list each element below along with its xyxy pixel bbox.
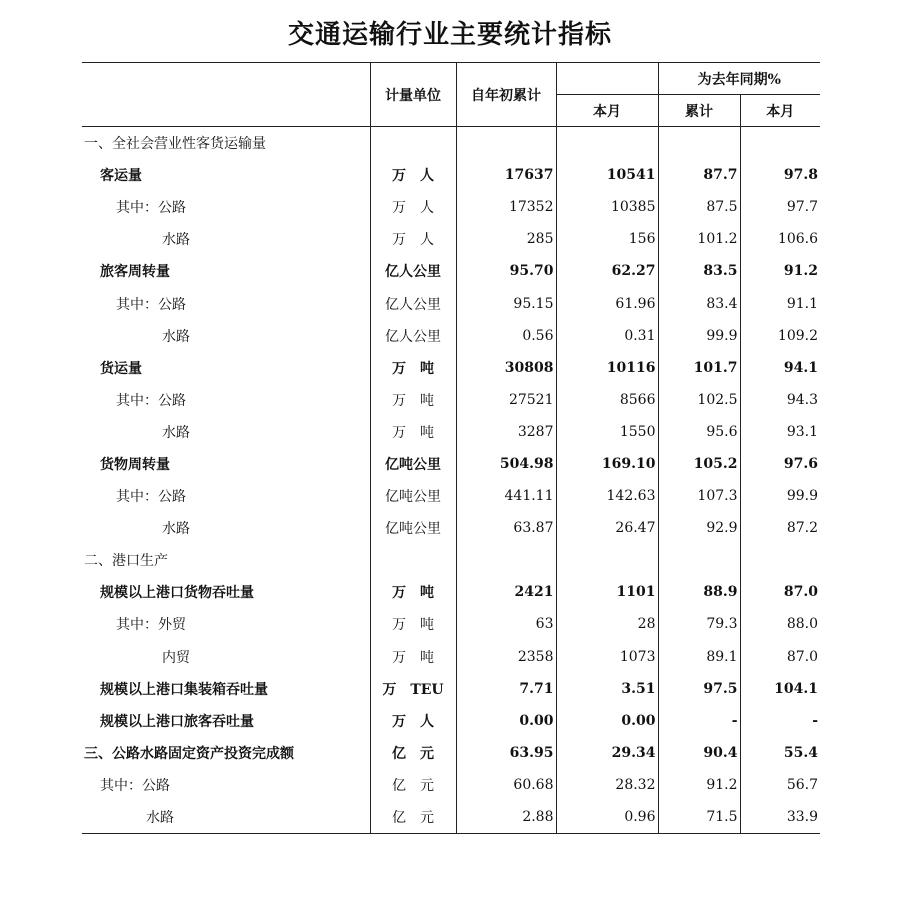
table-row xyxy=(82,512,820,544)
row-label: 水路 xyxy=(162,328,190,345)
row-label: 其中：公路 xyxy=(116,489,186,506)
row-month-value: 0.96 xyxy=(556,801,658,834)
row-yoy-cumulative: 88.9 xyxy=(658,576,740,608)
row-label: 水路 xyxy=(162,232,190,249)
row-label: 旅客周转量 xyxy=(100,264,170,281)
table-row xyxy=(82,737,820,769)
row-ytd-value: 27521 xyxy=(456,384,556,416)
table-row xyxy=(82,159,820,191)
row-label: 水路 xyxy=(162,424,190,441)
row-yoy-cumulative: 71.5 xyxy=(658,801,740,834)
row-yoy-cumulative: 90.4 xyxy=(658,737,740,769)
row-month-value: 10116 xyxy=(556,352,658,384)
row-month-value: 61.96 xyxy=(556,287,658,319)
row-month-value: 1101 xyxy=(556,576,658,608)
row-yoy-month: 33.9 xyxy=(740,801,820,834)
row-yoy-cumulative: 107.3 xyxy=(658,480,740,512)
row-ytd-value: 63.95 xyxy=(456,737,556,769)
row-yoy-month: 97.7 xyxy=(740,191,820,223)
row-ytd-value: 95.70 xyxy=(456,255,556,287)
row-month-value: 28.32 xyxy=(556,769,658,801)
row-ytd-value: 60.68 xyxy=(456,769,556,801)
row-month-value: 28 xyxy=(556,608,658,640)
row-yoy-cumulative: 101.2 xyxy=(658,223,740,255)
table-row xyxy=(82,608,820,640)
row-yoy-month: 106.6 xyxy=(740,223,820,255)
header-yoy-month: 本月 xyxy=(740,95,820,127)
row-unit: 万 吨 xyxy=(370,641,456,673)
row-ytd-value: 63 xyxy=(456,608,556,640)
row-yoy-cumulative: - xyxy=(658,705,740,737)
row-yoy-cumulative: 87.7 xyxy=(658,159,740,191)
row-ytd-value: 0.00 xyxy=(456,705,556,737)
row-label: 规模以上港口集装箱吞吐量 xyxy=(100,681,268,698)
table-row xyxy=(82,223,820,255)
row-unit: 万 TEU xyxy=(370,673,456,705)
row-yoy-cumulative: 87.5 xyxy=(658,191,740,223)
row-unit: 亿 元 xyxy=(370,769,456,801)
table-row xyxy=(82,352,820,384)
row-yoy-month: 88.0 xyxy=(740,608,820,640)
row-yoy-cumulative: 105.2 xyxy=(658,448,740,480)
row-yoy-month: 104.1 xyxy=(740,673,820,705)
row-unit: 万 吨 xyxy=(370,384,456,416)
row-yoy-cumulative: 97.5 xyxy=(658,673,740,705)
header-indicator xyxy=(82,63,370,127)
row-yoy-month: 91.1 xyxy=(740,287,820,319)
row-unit: 万 吨 xyxy=(370,416,456,448)
row-ytd-value: 2.88 xyxy=(456,801,556,834)
table-row xyxy=(82,448,820,480)
row-label: 水路 xyxy=(162,521,190,538)
row-label: 其中：公路 xyxy=(116,296,186,313)
row-yoy-month: 99.9 xyxy=(740,480,820,512)
row-month-value: 10541 xyxy=(556,159,658,191)
row-yoy-month xyxy=(740,127,820,160)
page-title: 交通运输行业主要统计指标 xyxy=(287,20,612,50)
row-ytd-value: 95.15 xyxy=(456,287,556,319)
header-yoy-cumulative: 累计 xyxy=(658,95,740,127)
row-month-value: 1073 xyxy=(556,641,658,673)
row-yoy-cumulative: 99.9 xyxy=(658,320,740,352)
row-yoy-month: 55.4 xyxy=(740,737,820,769)
table-row xyxy=(82,320,820,352)
row-label: 规模以上港口货物吞吐量 xyxy=(100,585,254,602)
header-month: 本月 xyxy=(556,95,658,127)
row-month-value: 26.47 xyxy=(556,512,658,544)
row-month-value: 10385 xyxy=(556,191,658,223)
row-label: 规模以上港口旅客吞吐量 xyxy=(100,713,254,730)
table-row xyxy=(82,480,820,512)
table-row xyxy=(82,416,820,448)
table-header xyxy=(82,63,820,127)
row-label: 其中：公路 xyxy=(100,777,170,794)
row-unit: 万 人 xyxy=(370,223,456,255)
header-unit: 计量单位 xyxy=(370,63,456,127)
row-ytd-value: 17637 xyxy=(456,159,556,191)
row-yoy-month: 87.2 xyxy=(740,512,820,544)
row-ytd-value xyxy=(456,544,556,576)
table-body xyxy=(82,127,820,834)
row-yoy-cumulative: 102.5 xyxy=(658,384,740,416)
row-label: 货物周转量 xyxy=(100,456,170,473)
row-yoy-cumulative: 92.9 xyxy=(658,512,740,544)
row-ytd-value: 2421 xyxy=(456,576,556,608)
row-unit: 亿 元 xyxy=(370,737,456,769)
table-row xyxy=(82,576,820,608)
row-month-value: 156 xyxy=(556,223,658,255)
row-yoy-month: 97.6 xyxy=(740,448,820,480)
row-yoy-month: 56.7 xyxy=(740,769,820,801)
row-month-value: 0.31 xyxy=(556,320,658,352)
row-ytd-value: 7.71 xyxy=(456,673,556,705)
row-yoy-month: 87.0 xyxy=(740,576,820,608)
row-yoy-month: 94.1 xyxy=(740,352,820,384)
table-row xyxy=(82,127,820,160)
row-yoy-cumulative: 89.1 xyxy=(658,641,740,673)
row-month-value: 29.34 xyxy=(556,737,658,769)
row-unit: 亿吨公里 xyxy=(370,512,456,544)
row-unit xyxy=(370,544,456,576)
table-row xyxy=(82,705,820,737)
row-month-value: 169.10 xyxy=(556,448,658,480)
row-month-value: 1550 xyxy=(556,416,658,448)
table-row xyxy=(82,287,820,319)
row-label: 其中：外贸 xyxy=(116,617,186,634)
row-yoy-month: 91.2 xyxy=(740,255,820,287)
table-row xyxy=(82,769,820,801)
row-unit: 万 人 xyxy=(370,159,456,191)
header-ytd: 自年初累计 xyxy=(456,63,556,127)
row-unit: 亿吨公里 xyxy=(370,480,456,512)
row-month-value: 0.00 xyxy=(556,705,658,737)
row-label: 货运量 xyxy=(100,360,142,377)
row-unit: 万 吨 xyxy=(370,352,456,384)
row-label: 二、港口生产 xyxy=(84,553,168,570)
row-yoy-cumulative: 79.3 xyxy=(658,608,740,640)
row-ytd-value: 285 xyxy=(456,223,556,255)
row-label: 其中：公路 xyxy=(116,200,186,217)
row-yoy-month xyxy=(740,544,820,576)
row-yoy-month: 94.3 xyxy=(740,384,820,416)
row-label: 其中：公路 xyxy=(116,392,186,409)
row-ytd-value: 3287 xyxy=(456,416,556,448)
row-ytd-value: 441.11 xyxy=(456,480,556,512)
row-label: 水路 xyxy=(82,801,370,834)
table-row xyxy=(82,191,820,223)
table-row xyxy=(82,673,820,705)
row-month-value: 3.51 xyxy=(556,673,658,705)
row-ytd-value: 0.56 xyxy=(456,320,556,352)
row-unit: 亿吨公里 xyxy=(370,448,456,480)
row-month-value: 62.27 xyxy=(556,255,658,287)
row-yoy-month: 97.8 xyxy=(740,159,820,191)
row-yoy-cumulative: 83.5 xyxy=(658,255,740,287)
row-label: 一、全社会营业性客货运输量 xyxy=(84,136,266,153)
row-yoy-cumulative: 91.2 xyxy=(658,769,740,801)
row-month-value: 142.63 xyxy=(556,480,658,512)
row-ytd-value xyxy=(456,127,556,160)
row-unit xyxy=(370,127,456,160)
row-unit: 万 吨 xyxy=(370,576,456,608)
row-yoy-cumulative: 83.4 xyxy=(658,287,740,319)
row-unit: 亿人公里 xyxy=(370,287,456,319)
table-row xyxy=(82,801,820,834)
row-unit: 亿 元 xyxy=(370,801,456,834)
row-ytd-value: 30808 xyxy=(456,352,556,384)
table-row xyxy=(82,544,820,576)
row-yoy-cumulative: 101.7 xyxy=(658,352,740,384)
row-ytd-value: 504.98 xyxy=(456,448,556,480)
row-label: 客运量 xyxy=(100,168,142,185)
table-row xyxy=(82,641,820,673)
row-yoy-cumulative: 95.6 xyxy=(658,416,740,448)
row-ytd-value: 63.87 xyxy=(456,512,556,544)
row-label: 内贸 xyxy=(162,649,190,666)
row-unit: 万 人 xyxy=(370,191,456,223)
row-yoy-cumulative xyxy=(658,544,740,576)
header-yoy-group: 为去年同期% xyxy=(658,63,820,95)
row-unit: 亿人公里 xyxy=(370,255,456,287)
row-yoy-cumulative xyxy=(658,127,740,160)
row-yoy-month: 87.0 xyxy=(740,641,820,673)
statistics-table xyxy=(82,62,820,834)
row-unit: 亿人公里 xyxy=(370,320,456,352)
row-month-value xyxy=(556,544,658,576)
row-month-value xyxy=(556,127,658,160)
table-row xyxy=(82,384,820,416)
row-yoy-month: - xyxy=(740,705,820,737)
row-ytd-value: 2358 xyxy=(456,641,556,673)
row-yoy-month: 109.2 xyxy=(740,320,820,352)
row-yoy-month: 93.1 xyxy=(740,416,820,448)
table-row xyxy=(82,255,820,287)
row-label: 三、公路水路固定资产投资完成额 xyxy=(84,745,294,762)
row-unit: 万 吨 xyxy=(370,608,456,640)
row-unit: 万 人 xyxy=(370,705,456,737)
row-month-value: 8566 xyxy=(556,384,658,416)
header-blank xyxy=(556,63,658,95)
row-ytd-value: 17352 xyxy=(456,191,556,223)
